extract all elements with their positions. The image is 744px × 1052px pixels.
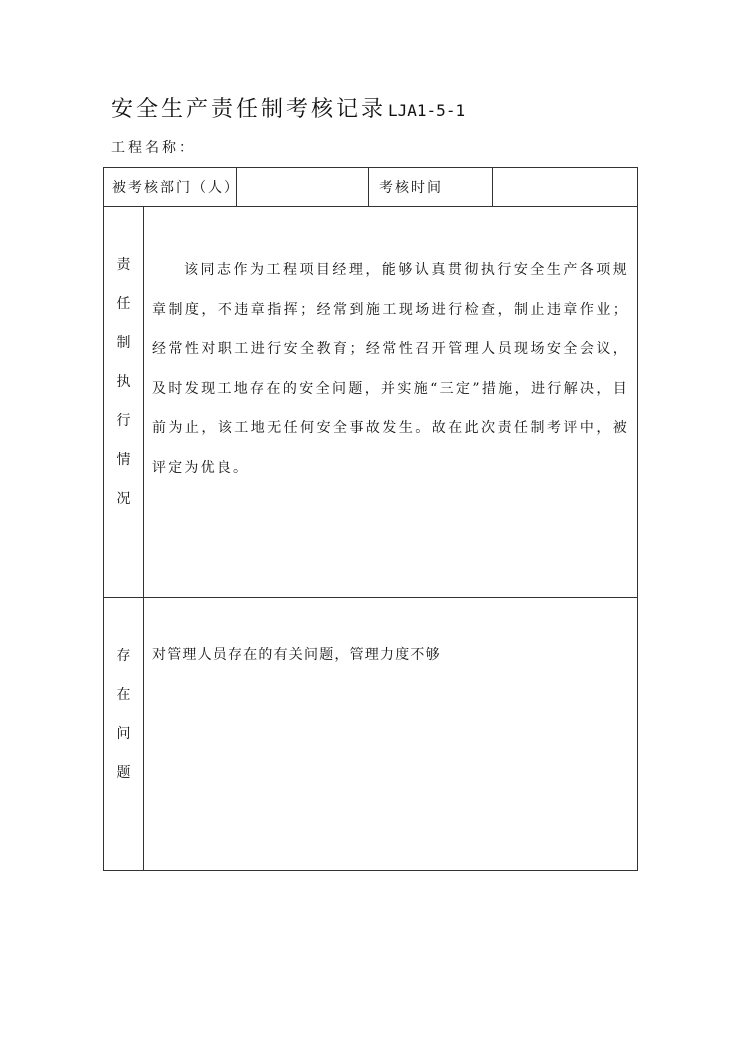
issues-row — [104, 598, 638, 871]
project-name-label: 工程名称： — [111, 140, 196, 156]
label-char: 情 — [116, 452, 131, 468]
label-char: 制 — [116, 335, 131, 351]
label-char: 问 — [116, 726, 131, 742]
responsibility-label — [104, 207, 144, 598]
label-char: 执 — [116, 374, 131, 390]
label-char: 责 — [116, 257, 131, 273]
document-title — [111, 92, 465, 123]
responsibility-text: 该同志作为工程项目经理，能够认真贯彻执行安全生产各项规章制度，不违章指挥；经常到施工现场进行检查，制止违章作业；经常性对职工进行安全教育；经常性召开管理人员现场安全会议，及时发现工地存在的安全问题，并实施“三定”措施，进行解决，目前为止，该工地无任何安全事故发生。故在此次责任制考评中，被评定为优良。 — [152, 262, 629, 476]
document-code: LJA1-5-1 — [388, 101, 466, 120]
responsibility-content — [144, 207, 638, 598]
issues-label — [104, 598, 144, 871]
label-char: 存 — [116, 648, 131, 664]
issues-content — [144, 598, 638, 871]
label-char: 况 — [116, 491, 131, 507]
title-text: 安全生产责任制考核记录 — [111, 97, 387, 122]
time-label: 考核时间 — [369, 168, 493, 207]
dept-label: 被考核部门（人） — [104, 168, 237, 207]
responsibility-row — [104, 207, 638, 598]
time-value-field[interactable] — [493, 168, 638, 207]
label-char: 任 — [116, 296, 131, 312]
label-char: 在 — [116, 687, 131, 703]
header-row — [104, 168, 638, 207]
label-char: 行 — [116, 413, 131, 429]
dept-value-field[interactable] — [237, 168, 369, 207]
issues-text: 对管理人员存在的有关问题，管理力度不够 — [152, 647, 441, 663]
label-char: 题 — [116, 765, 131, 781]
assessment-table — [103, 167, 638, 871]
